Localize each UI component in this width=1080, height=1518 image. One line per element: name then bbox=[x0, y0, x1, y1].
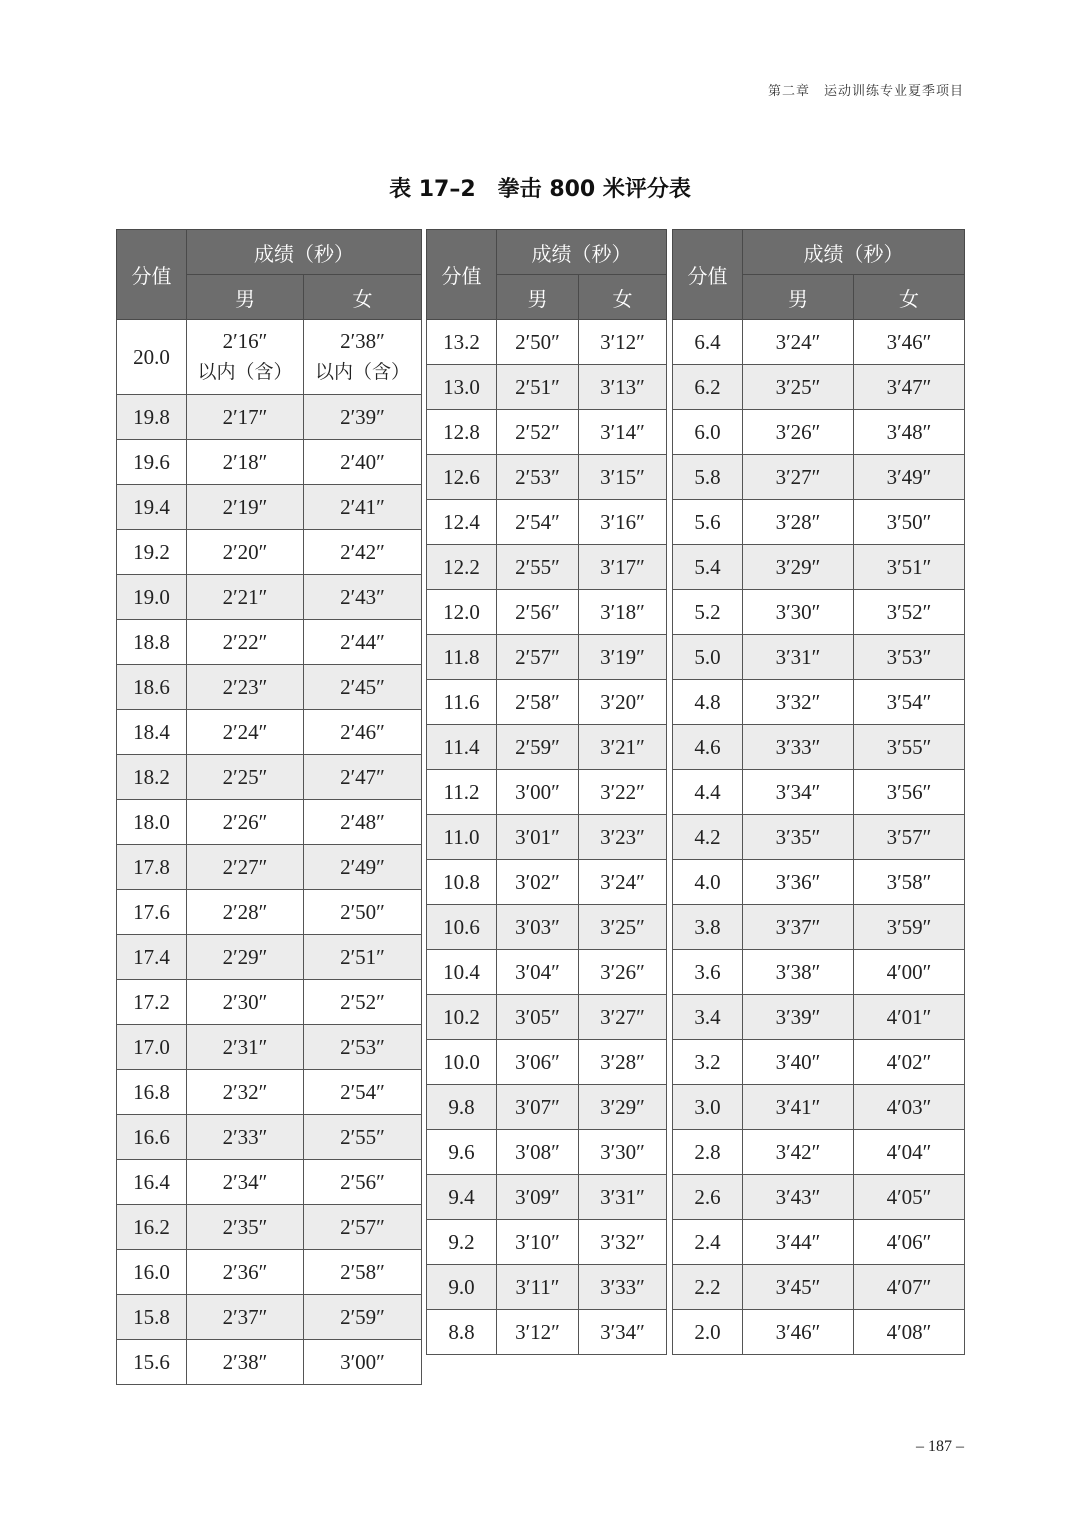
female-cell: 3′31″ bbox=[579, 1175, 667, 1220]
male-cell: 2′31″ bbox=[187, 1025, 304, 1070]
female-cell: 3′21″ bbox=[579, 725, 667, 770]
score-cell: 15.8 bbox=[117, 1295, 187, 1340]
male-cell: 3′28″ bbox=[743, 500, 854, 545]
male-cell: 2′50″ bbox=[497, 320, 579, 365]
score-cell: 4.0 bbox=[673, 860, 743, 905]
male-cell: 2′20″ bbox=[187, 530, 304, 575]
female-cell: 3′20″ bbox=[579, 680, 667, 725]
female-cell: 4′07″ bbox=[854, 1265, 965, 1310]
male-cell: 3′01″ bbox=[497, 815, 579, 860]
score-cell: 5.2 bbox=[673, 590, 743, 635]
score-cell: 19.6 bbox=[117, 440, 187, 485]
female-cell: 2′51″ bbox=[304, 935, 422, 980]
male-cell: 2′25″ bbox=[187, 755, 304, 800]
male-cell: 2′17″ bbox=[187, 395, 304, 440]
male-cell: 3′26″ bbox=[743, 410, 854, 455]
female-cell: 3′55″ bbox=[854, 725, 965, 770]
table-row bbox=[427, 1265, 667, 1310]
male-cell: 2′22″ bbox=[187, 620, 304, 665]
male-cell: 2′51″ bbox=[497, 365, 579, 410]
score-cell: 2.4 bbox=[673, 1220, 743, 1265]
male-cell: 2′28″ bbox=[187, 890, 304, 935]
female-cell: 3′22″ bbox=[579, 770, 667, 815]
female-cell: 4′03″ bbox=[854, 1085, 965, 1130]
female-cell: 3′28″ bbox=[579, 1040, 667, 1085]
score-cell: 19.8 bbox=[117, 395, 187, 440]
score-cell: 18.6 bbox=[117, 665, 187, 710]
score-cell: 18.4 bbox=[117, 710, 187, 755]
score-cell: 3.2 bbox=[673, 1040, 743, 1085]
score-cell: 19.2 bbox=[117, 530, 187, 575]
female-cell: 3′51″ bbox=[854, 545, 965, 590]
score-cell: 17.2 bbox=[117, 980, 187, 1025]
male-cell: 3′09″ bbox=[497, 1175, 579, 1220]
female-cell: 2′44″ bbox=[304, 620, 422, 665]
male-cell: 2′57″ bbox=[497, 635, 579, 680]
score-cell: 3.8 bbox=[673, 905, 743, 950]
female-cell: 3′54″ bbox=[854, 680, 965, 725]
table-row bbox=[673, 455, 965, 500]
female-cell: 3′50″ bbox=[854, 500, 965, 545]
table-row bbox=[673, 545, 965, 590]
score-cell: 17.8 bbox=[117, 845, 187, 890]
table-row bbox=[117, 1070, 422, 1115]
table-row bbox=[117, 320, 422, 395]
table-row bbox=[427, 725, 667, 770]
female-cell: 4′01″ bbox=[854, 995, 965, 1040]
male-cell: 3′27″ bbox=[743, 455, 854, 500]
female-cell: 4′05″ bbox=[854, 1175, 965, 1220]
score-cell: 2.6 bbox=[673, 1175, 743, 1220]
male-cell: 3′02″ bbox=[497, 860, 579, 905]
score-cell: 6.4 bbox=[673, 320, 743, 365]
header-result: 成绩（秒） bbox=[743, 230, 965, 275]
male-cell: 3′29″ bbox=[743, 545, 854, 590]
female-cell: 3′29″ bbox=[579, 1085, 667, 1130]
female-cell: 3′15″ bbox=[579, 455, 667, 500]
male-cell: 3′05″ bbox=[497, 995, 579, 1040]
score-cell: 16.4 bbox=[117, 1160, 187, 1205]
male-cell: 3′39″ bbox=[743, 995, 854, 1040]
table-row bbox=[117, 440, 422, 485]
table-row bbox=[673, 770, 965, 815]
table-row bbox=[427, 455, 667, 500]
header-score: 分值 bbox=[427, 230, 497, 320]
table-row bbox=[427, 680, 667, 725]
table-row bbox=[673, 905, 965, 950]
male-cell: 2′55″ bbox=[497, 545, 579, 590]
male-cell: 2′24″ bbox=[187, 710, 304, 755]
table-row bbox=[117, 1340, 422, 1385]
table-row bbox=[117, 845, 422, 890]
table-row bbox=[427, 950, 667, 995]
score-cell: 12.4 bbox=[427, 500, 497, 545]
female-cell: 3′33″ bbox=[579, 1265, 667, 1310]
female-cell: 2′47″ bbox=[304, 755, 422, 800]
female-cell: 3′12″ bbox=[579, 320, 667, 365]
score-cell: 13.2 bbox=[427, 320, 497, 365]
score-cell: 13.0 bbox=[427, 365, 497, 410]
male-cell: 3′43″ bbox=[743, 1175, 854, 1220]
male-cell: 3′32″ bbox=[743, 680, 854, 725]
score-cell: 3.4 bbox=[673, 995, 743, 1040]
male-cell: 2′23″ bbox=[187, 665, 304, 710]
score-cell: 11.0 bbox=[427, 815, 497, 860]
female-cell: 3′58″ bbox=[854, 860, 965, 905]
table-row bbox=[117, 1115, 422, 1160]
table-row bbox=[117, 1025, 422, 1070]
score-cell: 11.2 bbox=[427, 770, 497, 815]
male-cell: 3′03″ bbox=[497, 905, 579, 950]
table-row bbox=[117, 980, 422, 1025]
female-cell: 3′14″ bbox=[579, 410, 667, 455]
female-cell: 3′19″ bbox=[579, 635, 667, 680]
score-cell: 9.8 bbox=[427, 1085, 497, 1130]
female-cell: 3′32″ bbox=[579, 1220, 667, 1265]
female-time: 2′38″ bbox=[340, 329, 385, 353]
table-row bbox=[427, 815, 667, 860]
score-cell: 2.8 bbox=[673, 1130, 743, 1175]
female-cell: 2′59″ bbox=[304, 1295, 422, 1340]
male-cell: 2′36″ bbox=[187, 1250, 304, 1295]
table-row bbox=[427, 500, 667, 545]
score-cell: 9.4 bbox=[427, 1175, 497, 1220]
male-cell: 2′32″ bbox=[187, 1070, 304, 1115]
male-cell: 2′53″ bbox=[497, 455, 579, 500]
female-cell: 3′46″ bbox=[854, 320, 965, 365]
table-row bbox=[117, 575, 422, 620]
table-row bbox=[427, 1085, 667, 1130]
male-cell: 2′19″ bbox=[187, 485, 304, 530]
table-row bbox=[117, 1160, 422, 1205]
female-cell: 4′04″ bbox=[854, 1130, 965, 1175]
table-row bbox=[427, 320, 667, 365]
male-cell: 2′26″ bbox=[187, 800, 304, 845]
male-cell: 2′34″ bbox=[187, 1160, 304, 1205]
header-female: 女 bbox=[304, 275, 422, 320]
score-cell: 19.4 bbox=[117, 485, 187, 530]
male-cell: 2′27″ bbox=[187, 845, 304, 890]
table-row bbox=[673, 1220, 965, 1265]
female-cell: 2′45″ bbox=[304, 665, 422, 710]
female-note: 以内（含） bbox=[314, 361, 410, 383]
male-cell: 2′18″ bbox=[187, 440, 304, 485]
male-cell: 3′41″ bbox=[743, 1085, 854, 1130]
female-cell: 3′59″ bbox=[854, 905, 965, 950]
male-cell: 3′24″ bbox=[743, 320, 854, 365]
female-cell: 3′25″ bbox=[579, 905, 667, 950]
score-cell: 12.0 bbox=[427, 590, 497, 635]
female-cell: 2′57″ bbox=[304, 1205, 422, 1250]
table-row bbox=[117, 755, 422, 800]
header-score: 分值 bbox=[673, 230, 743, 320]
table-row bbox=[673, 995, 965, 1040]
score-cell: 5.0 bbox=[673, 635, 743, 680]
female-cell: 3′27″ bbox=[579, 995, 667, 1040]
male-cell: 2′37″ bbox=[187, 1295, 304, 1340]
female-cell: 2′58″ bbox=[304, 1250, 422, 1295]
score-cell: 17.0 bbox=[117, 1025, 187, 1070]
male-cell: 2′52″ bbox=[497, 410, 579, 455]
female-cell: 3′48″ bbox=[854, 410, 965, 455]
score-cell: 17.4 bbox=[117, 935, 187, 980]
table-row bbox=[117, 665, 422, 710]
table-row bbox=[673, 815, 965, 860]
male-cell: 2′30″ bbox=[187, 980, 304, 1025]
male-cell: 3′11″ bbox=[497, 1265, 579, 1310]
page-number: – 187 – bbox=[916, 1438, 964, 1455]
male-cell: 3′45″ bbox=[743, 1265, 854, 1310]
male-cell: 3′31″ bbox=[743, 635, 854, 680]
score-tables bbox=[116, 229, 966, 1387]
table-row bbox=[427, 365, 667, 410]
female-cell: 2′40″ bbox=[304, 440, 422, 485]
male-cell: 3′33″ bbox=[743, 725, 854, 770]
table-row bbox=[673, 1085, 965, 1130]
female-cell: 2′49″ bbox=[304, 845, 422, 890]
male-cell: 3′06″ bbox=[497, 1040, 579, 1085]
score-cell: 2.0 bbox=[673, 1310, 743, 1355]
score-cell: 6.0 bbox=[673, 410, 743, 455]
female-cell: 3′57″ bbox=[854, 815, 965, 860]
table-row bbox=[673, 725, 965, 770]
score-table-1 bbox=[116, 229, 422, 1385]
female-cell bbox=[304, 320, 422, 395]
female-cell: 2′53″ bbox=[304, 1025, 422, 1070]
male-cell: 3′25″ bbox=[743, 365, 854, 410]
score-cell: 16.0 bbox=[117, 1250, 187, 1295]
score-cell: 5.4 bbox=[673, 545, 743, 590]
male-cell: 3′36″ bbox=[743, 860, 854, 905]
male-cell: 3′35″ bbox=[743, 815, 854, 860]
score-cell: 10.4 bbox=[427, 950, 497, 995]
table-row bbox=[427, 545, 667, 590]
female-cell: 2′55″ bbox=[304, 1115, 422, 1160]
female-cell: 2′56″ bbox=[304, 1160, 422, 1205]
female-cell: 2′41″ bbox=[304, 485, 422, 530]
table-row bbox=[117, 1295, 422, 1340]
table-row bbox=[427, 860, 667, 905]
header-score: 分值 bbox=[117, 230, 187, 320]
male-cell: 3′38″ bbox=[743, 950, 854, 995]
score-cell: 12.8 bbox=[427, 410, 497, 455]
table-row bbox=[427, 995, 667, 1040]
table-row bbox=[673, 950, 965, 995]
score-cell: 2.2 bbox=[673, 1265, 743, 1310]
male-note: 以内（含） bbox=[197, 361, 293, 383]
score-cell: 16.6 bbox=[117, 1115, 187, 1160]
male-cell: 3′07″ bbox=[497, 1085, 579, 1130]
score-cell: 5.6 bbox=[673, 500, 743, 545]
table-row bbox=[427, 1130, 667, 1175]
score-cell: 3.0 bbox=[673, 1085, 743, 1130]
female-cell: 2′39″ bbox=[304, 395, 422, 440]
score-cell: 11.6 bbox=[427, 680, 497, 725]
table-row bbox=[673, 500, 965, 545]
male-cell: 2′56″ bbox=[497, 590, 579, 635]
female-cell: 2′43″ bbox=[304, 575, 422, 620]
score-cell: 9.6 bbox=[427, 1130, 497, 1175]
table-row bbox=[117, 1205, 422, 1250]
female-cell: 3′00″ bbox=[304, 1340, 422, 1385]
table-row bbox=[427, 770, 667, 815]
score-cell: 18.8 bbox=[117, 620, 187, 665]
male-cell: 3′34″ bbox=[743, 770, 854, 815]
male-cell: 3′12″ bbox=[497, 1310, 579, 1355]
score-cell: 10.6 bbox=[427, 905, 497, 950]
table-row bbox=[117, 530, 422, 575]
male-cell: 3′40″ bbox=[743, 1040, 854, 1085]
score-cell: 11.8 bbox=[427, 635, 497, 680]
header-result: 成绩（秒） bbox=[497, 230, 667, 275]
table-row bbox=[427, 590, 667, 635]
male-cell: 2′29″ bbox=[187, 935, 304, 980]
male-cell: 2′38″ bbox=[187, 1340, 304, 1385]
male-time: 2′16″ bbox=[222, 329, 268, 353]
score-cell: 20.0 bbox=[117, 320, 187, 395]
score-table-3 bbox=[672, 229, 965, 1355]
table-row bbox=[427, 1220, 667, 1265]
score-cell: 10.2 bbox=[427, 995, 497, 1040]
female-cell: 3′26″ bbox=[579, 950, 667, 995]
female-cell: 3′23″ bbox=[579, 815, 667, 860]
female-cell: 3′17″ bbox=[579, 545, 667, 590]
female-cell: 2′54″ bbox=[304, 1070, 422, 1115]
male-cell: 3′30″ bbox=[743, 590, 854, 635]
score-cell: 10.8 bbox=[427, 860, 497, 905]
female-cell: 3′16″ bbox=[579, 500, 667, 545]
table-row bbox=[673, 365, 965, 410]
female-cell: 3′47″ bbox=[854, 365, 965, 410]
table-row bbox=[117, 485, 422, 530]
table-row bbox=[117, 710, 422, 755]
male-cell: 2′33″ bbox=[187, 1115, 304, 1160]
header-male: 男 bbox=[743, 275, 854, 320]
male-cell: 2′21″ bbox=[187, 575, 304, 620]
score-cell: 10.0 bbox=[427, 1040, 497, 1085]
score-cell: 9.2 bbox=[427, 1220, 497, 1265]
table-row bbox=[117, 395, 422, 440]
score-cell: 12.2 bbox=[427, 545, 497, 590]
table-row bbox=[427, 905, 667, 950]
female-cell: 3′24″ bbox=[579, 860, 667, 905]
female-cell: 3′30″ bbox=[579, 1130, 667, 1175]
table-row bbox=[673, 1040, 965, 1085]
table-row bbox=[673, 1175, 965, 1220]
table-row bbox=[117, 1250, 422, 1295]
score-cell: 5.8 bbox=[673, 455, 743, 500]
male-cell: 3′42″ bbox=[743, 1130, 854, 1175]
header-result: 成绩（秒） bbox=[187, 230, 422, 275]
female-cell: 2′48″ bbox=[304, 800, 422, 845]
table-row bbox=[673, 1265, 965, 1310]
table-row bbox=[673, 410, 965, 455]
score-cell: 19.0 bbox=[117, 575, 187, 620]
male-cell: 3′37″ bbox=[743, 905, 854, 950]
table-row bbox=[673, 860, 965, 905]
female-cell: 3′34″ bbox=[579, 1310, 667, 1355]
score-cell: 4.4 bbox=[673, 770, 743, 815]
table-row bbox=[673, 320, 965, 365]
female-cell: 3′56″ bbox=[854, 770, 965, 815]
table-row bbox=[427, 1310, 667, 1355]
male-cell: 2′59″ bbox=[497, 725, 579, 770]
female-cell: 2′50″ bbox=[304, 890, 422, 935]
score-cell: 17.6 bbox=[117, 890, 187, 935]
female-cell: 3′13″ bbox=[579, 365, 667, 410]
table-row bbox=[673, 680, 965, 725]
header-female: 女 bbox=[854, 275, 965, 320]
male-cell: 3′08″ bbox=[497, 1130, 579, 1175]
score-cell: 4.2 bbox=[673, 815, 743, 860]
female-cell: 2′46″ bbox=[304, 710, 422, 755]
male-cell: 3′10″ bbox=[497, 1220, 579, 1265]
score-table-2 bbox=[426, 229, 667, 1355]
table-row bbox=[117, 890, 422, 935]
header-male: 男 bbox=[187, 275, 304, 320]
running-head: 第二章 运动训练专业夏季项目 bbox=[767, 84, 964, 99]
table-row bbox=[427, 410, 667, 455]
score-cell: 6.2 bbox=[673, 365, 743, 410]
female-cell: 4′02″ bbox=[854, 1040, 965, 1085]
table-row bbox=[673, 635, 965, 680]
table-row bbox=[427, 1040, 667, 1085]
score-cell: 8.8 bbox=[427, 1310, 497, 1355]
male-cell: 2′58″ bbox=[497, 680, 579, 725]
score-cell: 4.6 bbox=[673, 725, 743, 770]
score-cell: 12.6 bbox=[427, 455, 497, 500]
female-cell: 2′42″ bbox=[304, 530, 422, 575]
score-cell: 16.8 bbox=[117, 1070, 187, 1115]
male-cell: 3′46″ bbox=[743, 1310, 854, 1355]
score-cell: 11.4 bbox=[427, 725, 497, 770]
table-row bbox=[427, 635, 667, 680]
female-cell: 3′53″ bbox=[854, 635, 965, 680]
table-row bbox=[673, 590, 965, 635]
female-cell: 4′00″ bbox=[854, 950, 965, 995]
table-row bbox=[673, 1130, 965, 1175]
header-male: 男 bbox=[497, 275, 579, 320]
female-cell: 3′49″ bbox=[854, 455, 965, 500]
score-cell: 18.2 bbox=[117, 755, 187, 800]
male-cell: 2′35″ bbox=[187, 1205, 304, 1250]
male-cell: 3′44″ bbox=[743, 1220, 854, 1265]
female-cell: 3′52″ bbox=[854, 590, 965, 635]
male-cell: 3′00″ bbox=[497, 770, 579, 815]
score-cell: 18.0 bbox=[117, 800, 187, 845]
table-row bbox=[673, 1310, 965, 1355]
score-cell: 15.6 bbox=[117, 1340, 187, 1385]
table-row bbox=[117, 620, 422, 665]
female-cell: 3′18″ bbox=[579, 590, 667, 635]
score-cell: 4.8 bbox=[673, 680, 743, 725]
table-row bbox=[117, 800, 422, 845]
female-cell: 2′52″ bbox=[304, 980, 422, 1025]
header-female: 女 bbox=[579, 275, 667, 320]
male-cell: 2′54″ bbox=[497, 500, 579, 545]
female-cell: 4′06″ bbox=[854, 1220, 965, 1265]
score-cell: 9.0 bbox=[427, 1265, 497, 1310]
table-row bbox=[117, 935, 422, 980]
score-cell: 3.6 bbox=[673, 950, 743, 995]
female-cell: 4′08″ bbox=[854, 1310, 965, 1355]
table-row bbox=[427, 1175, 667, 1220]
score-cell: 16.2 bbox=[117, 1205, 187, 1250]
male-cell: 3′04″ bbox=[497, 950, 579, 995]
male-cell bbox=[187, 320, 304, 395]
table-title: 表 17–2 拳击 800 米评分表 bbox=[389, 177, 691, 202]
